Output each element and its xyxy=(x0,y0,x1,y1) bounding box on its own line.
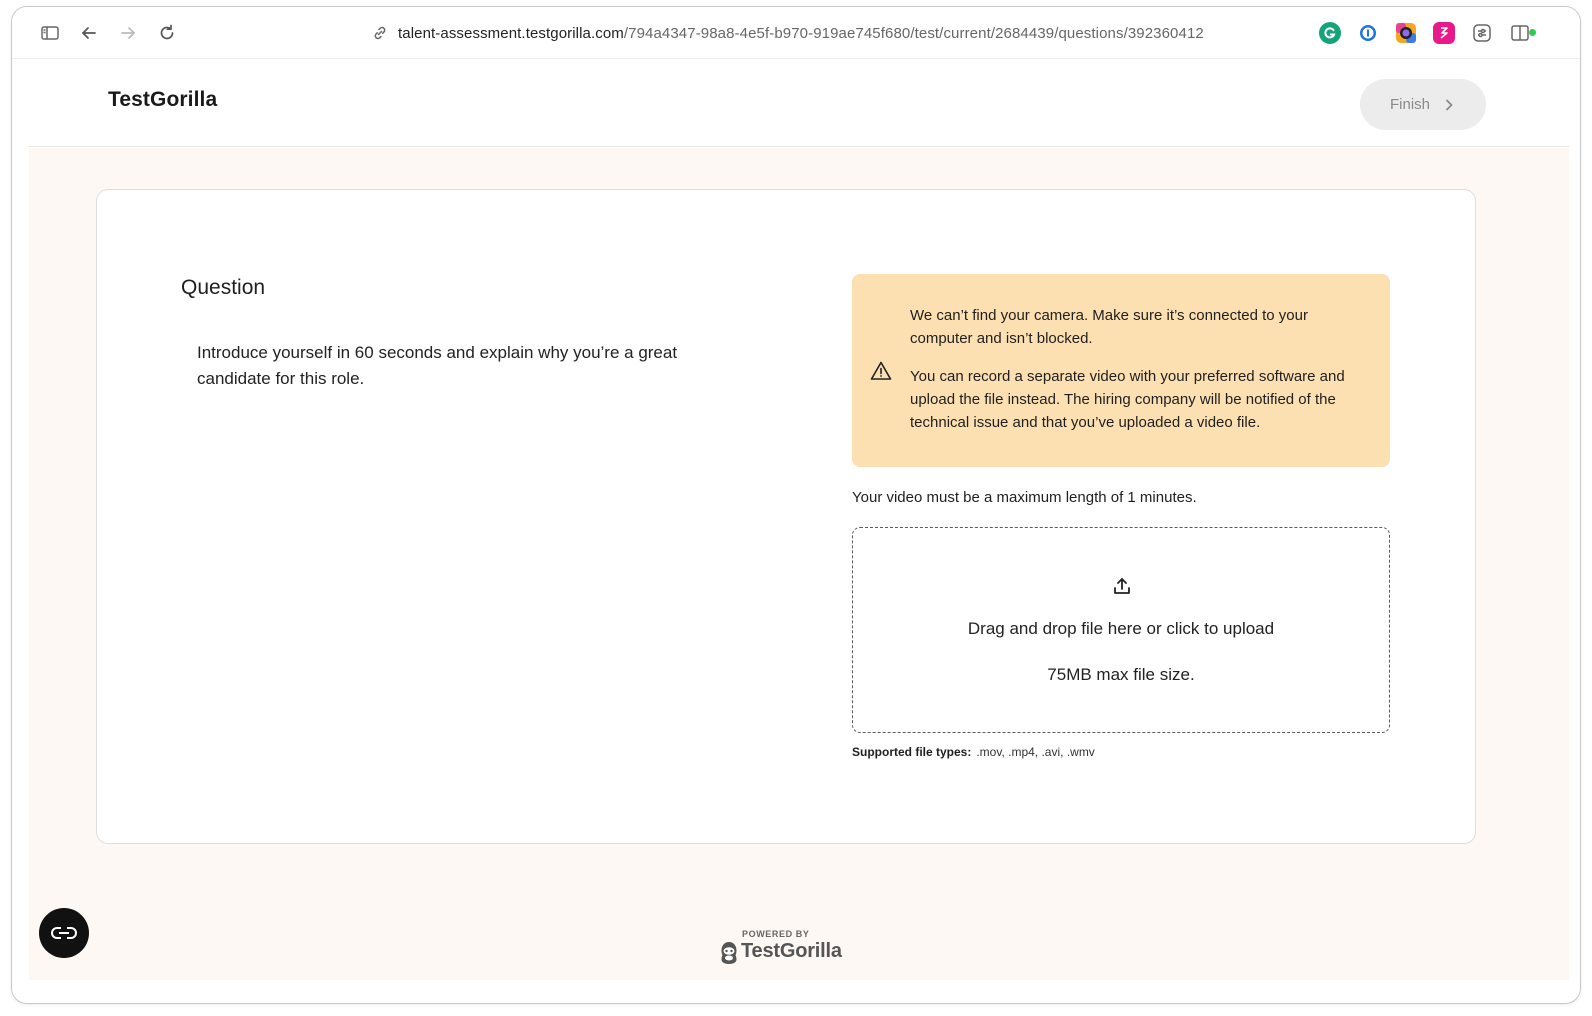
grammarly-extension-icon[interactable] xyxy=(1319,22,1341,44)
warning-triangle-icon xyxy=(870,360,892,382)
link-icon xyxy=(372,25,388,41)
upload-icon xyxy=(1112,576,1132,596)
supported-types-list: .mov, .mp4, .avi, .wmv xyxy=(976,745,1095,759)
question-title: Question xyxy=(181,276,266,299)
gorilla-icon xyxy=(719,941,739,965)
split-view-icon[interactable] xyxy=(1509,22,1531,44)
forward-arrow-icon[interactable] xyxy=(118,23,138,43)
pink-extension-icon[interactable] xyxy=(1433,22,1455,44)
reload-icon[interactable] xyxy=(157,23,177,43)
supported-file-types xyxy=(852,745,1095,759)
max-length-note: Your video must be a maximum length of 1 minutes. xyxy=(852,489,1197,506)
dropzone-instruction: Drag and drop file here or click to upload xyxy=(967,619,1275,638)
powered-by-text: POWERED BY xyxy=(742,929,810,939)
question-text: Introduce yourself in 60 seconds and explain why you’re a great candidate for this role. xyxy=(197,343,678,388)
powered-by-logo xyxy=(719,926,859,970)
file-upload-dropzone[interactable] xyxy=(852,527,1390,733)
url-path: /794a4347-98a8-4e5f-b970-919ae745f680/test/current/2684439/questions/392360412 xyxy=(623,24,1204,42)
alert-camera-message: We can’t find your camera. Make sure it’s connected to your computer and isn’t blocked. xyxy=(910,307,1308,347)
chat-icon xyxy=(50,925,78,941)
app-header xyxy=(29,59,1569,147)
address-bar[interactable] xyxy=(372,21,1204,45)
finish-button[interactable] xyxy=(1360,79,1486,130)
browser-window xyxy=(11,6,1581,1004)
update-dot-icon xyxy=(1529,29,1536,36)
browser-toolbar xyxy=(12,7,1580,59)
extensions-puzzle-icon[interactable] xyxy=(1471,22,1493,44)
chat-support-button[interactable] xyxy=(39,908,89,958)
back-arrow-icon[interactable] xyxy=(79,23,99,43)
content-area xyxy=(29,148,1569,980)
testgorilla-logo[interactable]: TestGorilla xyxy=(108,88,218,111)
password-manager-extension-icon[interactable] xyxy=(1357,22,1379,44)
color-picker-extension-icon[interactable] xyxy=(1395,22,1417,44)
supported-types-label: Supported file types: xyxy=(852,745,972,759)
alert-upload-message: You can record a separate video with your preferred software and upload the file instead. The hiring company will be notified of the technical issue and that you’ve uploaded a video file. xyxy=(910,368,1345,431)
sidebar-toggle-icon[interactable] xyxy=(40,23,60,43)
dropzone-max-size: 75MB max file size. xyxy=(1047,665,1195,684)
finish-button-label: Finish xyxy=(1389,96,1430,113)
powered-by-brand: TestGorilla xyxy=(741,940,842,962)
camera-warning-alert xyxy=(852,274,1390,467)
chevron-right-icon xyxy=(1442,98,1456,112)
url-domain: talent-assessment.testgorilla.com xyxy=(398,24,624,42)
question-card xyxy=(96,189,1476,844)
